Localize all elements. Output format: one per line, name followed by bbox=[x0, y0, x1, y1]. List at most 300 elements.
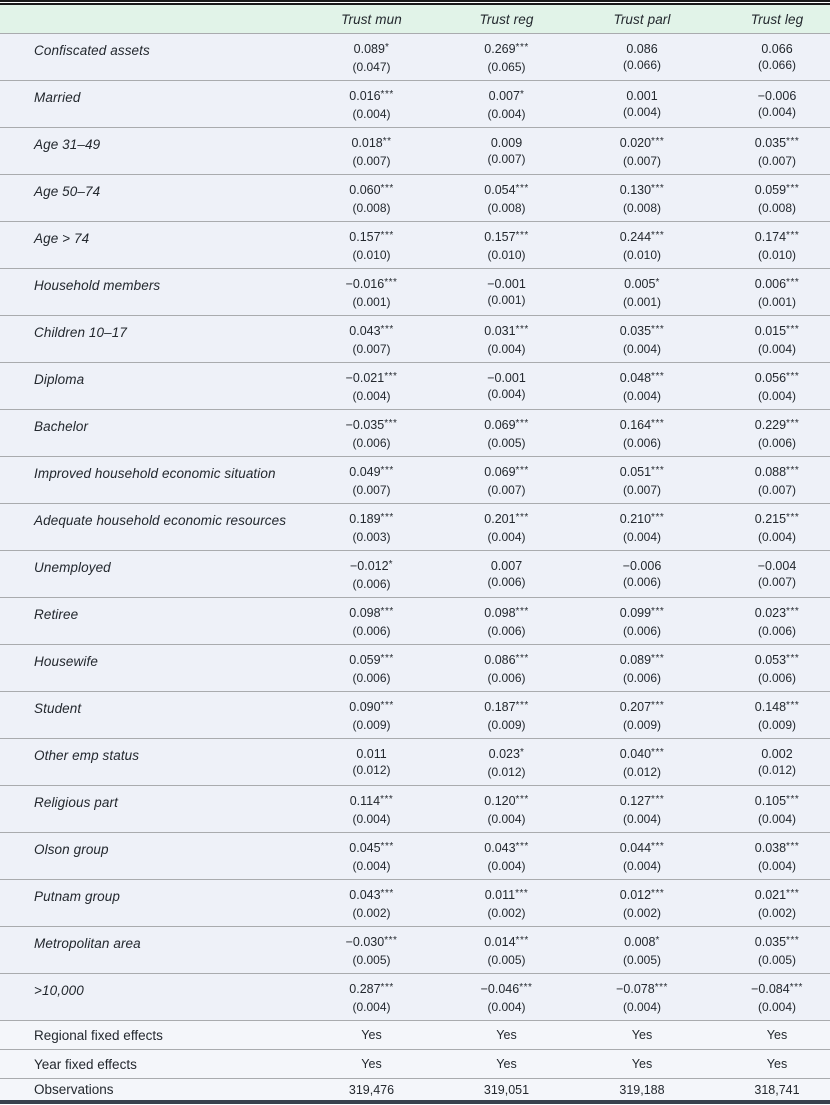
coefficient-value: 0.015*** bbox=[754, 324, 800, 338]
estimate-cell bbox=[710, 504, 830, 551]
standard-error: (0.001) bbox=[622, 295, 662, 309]
estimate-cell bbox=[439, 457, 574, 504]
footer-value: 319,476 bbox=[304, 1079, 439, 1101]
footer-label: Regional fixed effects bbox=[0, 1021, 304, 1050]
table-row bbox=[0, 504, 830, 551]
coefficient-value: −0.084*** bbox=[751, 982, 803, 996]
significance-stars: *** bbox=[786, 418, 800, 429]
estimate-cell bbox=[710, 880, 830, 927]
coefficient-value: −0.035*** bbox=[345, 418, 398, 432]
coefficient-value: 0.114*** bbox=[349, 794, 394, 808]
coefficient-value: 0.008* bbox=[624, 935, 660, 949]
coefficient-value: 0.066 bbox=[761, 42, 793, 56]
estimate-cell bbox=[574, 551, 710, 598]
standard-error: (0.047) bbox=[352, 60, 391, 74]
footer-label: Year fixed effects bbox=[0, 1050, 304, 1079]
significance-stars: *** bbox=[786, 794, 800, 805]
table-row bbox=[0, 692, 830, 739]
coefficient-value: 0.023* bbox=[488, 747, 525, 761]
coefficient-value: −0.078*** bbox=[616, 982, 668, 996]
significance-stars: *** bbox=[651, 512, 665, 523]
coefficient-value: 0.031*** bbox=[484, 324, 529, 338]
estimate-cell bbox=[439, 410, 574, 457]
estimate-cell bbox=[710, 598, 830, 645]
coefficient-value: 0.099*** bbox=[619, 606, 665, 620]
coefficient-value: 0.059*** bbox=[349, 653, 394, 667]
standard-error: (0.003) bbox=[352, 530, 391, 544]
estimate-cell bbox=[304, 645, 439, 692]
standard-error: (0.008) bbox=[487, 201, 526, 215]
footer-row bbox=[0, 1050, 830, 1079]
coefficient-value: −0.046*** bbox=[480, 982, 533, 996]
footer-value: Yes bbox=[304, 1021, 439, 1050]
standard-error: (0.004) bbox=[487, 530, 526, 544]
coefficient-value: −0.004 bbox=[757, 559, 797, 573]
standard-error: (0.004) bbox=[622, 859, 662, 873]
estimate-cell bbox=[304, 974, 439, 1021]
significance-stars: *** bbox=[651, 324, 665, 335]
significance-stars: *** bbox=[380, 700, 394, 711]
standard-error: (0.006) bbox=[487, 624, 526, 638]
coefficient-value: 0.001 bbox=[626, 89, 658, 103]
estimate-cell bbox=[439, 927, 574, 974]
coefficient-value: 0.035*** bbox=[754, 935, 800, 949]
standard-error: (0.004) bbox=[622, 342, 662, 356]
estimate-cell bbox=[439, 175, 574, 222]
footer-value: Yes bbox=[710, 1021, 830, 1050]
significance-stars: *** bbox=[384, 418, 398, 429]
table-row bbox=[0, 316, 830, 363]
estimate-cell bbox=[304, 927, 439, 974]
standard-error: (0.009) bbox=[487, 718, 526, 732]
coefficient-value: −0.021*** bbox=[345, 371, 398, 385]
coefficient-value: 0.007 bbox=[490, 559, 523, 573]
significance-stars: *** bbox=[380, 794, 394, 805]
significance-stars: *** bbox=[786, 230, 800, 241]
standard-error: (0.004) bbox=[757, 105, 797, 119]
standard-error: (0.010) bbox=[352, 248, 391, 262]
coefficient-value: 0.207*** bbox=[619, 700, 665, 714]
estimate-cell bbox=[439, 645, 574, 692]
row-label: Improved household economic situation bbox=[0, 457, 304, 504]
estimate-cell bbox=[574, 316, 710, 363]
row-label: Housewife bbox=[0, 645, 304, 692]
estimate-cell bbox=[304, 692, 439, 739]
estimate-cell bbox=[710, 363, 830, 410]
coefficient-value: 0.157*** bbox=[349, 230, 394, 244]
estimate-cell bbox=[574, 833, 710, 880]
standard-error: (0.004) bbox=[757, 530, 797, 544]
estimate-cell bbox=[710, 974, 830, 1021]
header-spacer bbox=[0, 5, 304, 34]
table-row bbox=[0, 222, 830, 269]
standard-error: (0.004) bbox=[352, 1000, 391, 1014]
footer-value: 318,741 bbox=[710, 1079, 830, 1101]
standard-error: (0.006) bbox=[622, 575, 662, 589]
footer-value: Yes bbox=[710, 1050, 830, 1079]
estimate-cell bbox=[710, 645, 830, 692]
estimate-cell bbox=[574, 927, 710, 974]
estimate-cell bbox=[710, 551, 830, 598]
estimate-cell bbox=[710, 222, 830, 269]
coefficient-value: −0.030*** bbox=[345, 935, 398, 949]
coefficient-value: 0.043*** bbox=[349, 324, 394, 338]
estimate-cell bbox=[304, 222, 439, 269]
estimate-cell bbox=[439, 551, 574, 598]
coefficient-value: 0.054*** bbox=[484, 183, 529, 197]
significance-stars: *** bbox=[651, 136, 665, 147]
standard-error: (0.012) bbox=[352, 763, 391, 777]
estimate-cell bbox=[574, 786, 710, 833]
standard-error: (0.007) bbox=[757, 154, 797, 168]
coefficient-value: 0.088*** bbox=[754, 465, 800, 479]
significance-stars: *** bbox=[786, 465, 800, 476]
table-row bbox=[0, 175, 830, 222]
coefficient-value: 0.002 bbox=[761, 747, 793, 761]
significance-stars: *** bbox=[786, 512, 800, 523]
significance-stars: *** bbox=[651, 888, 665, 899]
standard-error: (0.004) bbox=[622, 530, 662, 544]
significance-stars: *** bbox=[515, 935, 529, 946]
significance-stars: *** bbox=[515, 418, 529, 429]
coefficient-value: 0.148*** bbox=[754, 700, 800, 714]
estimate-cell bbox=[710, 410, 830, 457]
standard-error: (0.010) bbox=[757, 248, 797, 262]
table-row bbox=[0, 34, 830, 81]
standard-error: (0.005) bbox=[487, 953, 526, 967]
footer-value: Yes bbox=[574, 1050, 710, 1079]
estimate-cell bbox=[574, 175, 710, 222]
significance-stars: *** bbox=[786, 183, 800, 194]
standard-error: (0.006) bbox=[352, 671, 391, 685]
significance-stars: * bbox=[388, 559, 393, 570]
standard-error: (0.004) bbox=[487, 342, 526, 356]
estimate-cell bbox=[574, 974, 710, 1021]
estimate-cell bbox=[304, 786, 439, 833]
standard-error: (0.006) bbox=[757, 624, 797, 638]
significance-stars: *** bbox=[651, 371, 665, 382]
standard-error: (0.005) bbox=[622, 953, 662, 967]
standard-error: (0.004) bbox=[622, 105, 662, 119]
standard-error: (0.010) bbox=[487, 248, 526, 262]
standard-error: (0.012) bbox=[757, 763, 797, 777]
standard-error: (0.002) bbox=[352, 906, 391, 920]
significance-stars: *** bbox=[515, 841, 529, 852]
estimate-cell bbox=[710, 457, 830, 504]
coefficient-value: −0.006 bbox=[622, 559, 662, 573]
estimate-cell bbox=[710, 692, 830, 739]
coefficient-value: 0.244*** bbox=[619, 230, 665, 244]
standard-error: (0.007) bbox=[622, 483, 662, 497]
coefficient-value: −0.001 bbox=[487, 371, 526, 385]
row-label: Retiree bbox=[0, 598, 304, 645]
estimate-cell bbox=[574, 457, 710, 504]
standard-error: (0.007) bbox=[352, 154, 391, 168]
estimate-cell bbox=[304, 598, 439, 645]
standard-error: (0.006) bbox=[622, 671, 662, 685]
standard-error: (0.005) bbox=[487, 436, 526, 450]
estimate-cell bbox=[710, 316, 830, 363]
standard-error: (0.004) bbox=[757, 389, 797, 403]
table-row bbox=[0, 598, 830, 645]
standard-error: (0.008) bbox=[352, 201, 391, 215]
table-row bbox=[0, 410, 830, 457]
estimate-cell bbox=[439, 128, 574, 175]
standard-error: (0.004) bbox=[487, 812, 526, 826]
significance-stars: *** bbox=[789, 982, 803, 993]
table-row bbox=[0, 786, 830, 833]
row-label: >10,000 bbox=[0, 974, 304, 1021]
significance-stars: *** bbox=[515, 42, 529, 53]
coefficient-value: 0.120*** bbox=[484, 794, 529, 808]
standard-error: (0.009) bbox=[352, 718, 391, 732]
significance-stars: *** bbox=[651, 653, 665, 664]
coefficient-value: 0.090*** bbox=[349, 700, 394, 714]
standard-error: (0.007) bbox=[352, 483, 391, 497]
estimate-cell bbox=[574, 645, 710, 692]
coefficient-value: 0.020*** bbox=[619, 136, 665, 150]
estimate-cell bbox=[439, 222, 574, 269]
significance-stars: *** bbox=[515, 653, 529, 664]
estimate-cell bbox=[574, 598, 710, 645]
standard-error: (0.005) bbox=[757, 953, 797, 967]
significance-stars: *** bbox=[786, 700, 800, 711]
coefficient-value: 0.044*** bbox=[619, 841, 665, 855]
significance-stars: *** bbox=[515, 888, 529, 899]
coefficient-value: 0.164*** bbox=[619, 418, 665, 432]
footer-value: 319,188 bbox=[574, 1079, 710, 1101]
coefficient-value: −0.016*** bbox=[345, 277, 398, 291]
significance-stars: *** bbox=[786, 841, 800, 852]
coefficient-value: 0.035*** bbox=[619, 324, 665, 338]
coefficient-value: 0.009 bbox=[490, 136, 523, 150]
coefficient-value: 0.016*** bbox=[349, 89, 394, 103]
standard-error: (0.004) bbox=[487, 859, 526, 873]
standard-error: (0.007) bbox=[487, 483, 526, 497]
significance-stars: *** bbox=[786, 935, 800, 946]
coefficient-value: 0.012*** bbox=[619, 888, 665, 902]
row-label: Unemployed bbox=[0, 551, 304, 598]
standard-error: (0.007) bbox=[757, 483, 797, 497]
significance-stars: * bbox=[519, 89, 525, 100]
standard-error: (0.006) bbox=[352, 624, 391, 638]
significance-stars: *** bbox=[515, 324, 529, 335]
significance-stars: *** bbox=[651, 841, 665, 852]
significance-stars: *** bbox=[651, 794, 665, 805]
coefficient-value: 0.210*** bbox=[619, 512, 665, 526]
row-label: Other emp status bbox=[0, 739, 304, 786]
row-label: Olson group bbox=[0, 833, 304, 880]
standard-error: (0.001) bbox=[757, 295, 797, 309]
significance-stars: *** bbox=[786, 324, 800, 335]
significance-stars: *** bbox=[380, 982, 394, 993]
standard-error: (0.006) bbox=[487, 575, 526, 589]
coefficient-value: 0.187*** bbox=[484, 700, 529, 714]
significance-stars: *** bbox=[651, 230, 665, 241]
estimate-cell bbox=[710, 927, 830, 974]
standard-error: (0.006) bbox=[352, 436, 391, 450]
estimate-cell bbox=[304, 316, 439, 363]
standard-error: (0.004) bbox=[352, 107, 391, 121]
estimate-cell bbox=[439, 692, 574, 739]
estimate-cell bbox=[710, 175, 830, 222]
table-row bbox=[0, 128, 830, 175]
standard-error: (0.004) bbox=[757, 342, 797, 356]
coefficient-value: 0.157*** bbox=[484, 230, 529, 244]
estimate-cell bbox=[710, 81, 830, 128]
table-row bbox=[0, 269, 830, 316]
header-row bbox=[0, 5, 830, 34]
estimate-cell bbox=[710, 128, 830, 175]
column-header: Trust mun bbox=[304, 5, 439, 34]
standard-error: (0.006) bbox=[622, 436, 662, 450]
regression-table bbox=[0, 5, 830, 1100]
footer-value: Yes bbox=[304, 1050, 439, 1079]
table-row bbox=[0, 363, 830, 410]
standard-error: (0.007) bbox=[352, 342, 391, 356]
standard-error: (0.004) bbox=[622, 389, 662, 403]
estimate-cell bbox=[304, 504, 439, 551]
footer-label: Observations bbox=[0, 1079, 304, 1101]
coefficient-value: 0.049*** bbox=[349, 465, 394, 479]
estimate-cell bbox=[439, 34, 574, 81]
footer-value: 319,051 bbox=[439, 1079, 574, 1101]
coefficient-value: 0.035*** bbox=[754, 136, 800, 150]
significance-stars: *** bbox=[380, 512, 394, 523]
coefficient-value: 0.215*** bbox=[754, 512, 800, 526]
coefficient-value: 0.127*** bbox=[619, 794, 665, 808]
standard-error: (0.009) bbox=[757, 718, 797, 732]
standard-error: (0.004) bbox=[487, 387, 526, 401]
significance-stars: *** bbox=[786, 606, 800, 617]
coefficient-value: 0.021*** bbox=[754, 888, 800, 902]
significance-stars: *** bbox=[651, 606, 665, 617]
coefficient-value: 0.018** bbox=[351, 136, 392, 150]
estimate-cell bbox=[710, 739, 830, 786]
table-body bbox=[0, 34, 830, 1101]
standard-error: (0.004) bbox=[622, 1000, 662, 1014]
estimate-cell bbox=[574, 739, 710, 786]
estimate-cell bbox=[304, 175, 439, 222]
coefficient-value: 0.269*** bbox=[484, 42, 529, 56]
coefficient-value: 0.038*** bbox=[754, 841, 800, 855]
estimate-cell bbox=[439, 363, 574, 410]
significance-stars: *** bbox=[515, 230, 529, 241]
coefficient-value: 0.011*** bbox=[484, 888, 529, 902]
estimate-cell bbox=[710, 786, 830, 833]
estimate-cell bbox=[439, 598, 574, 645]
standard-error: (0.004) bbox=[757, 859, 797, 873]
significance-stars: * bbox=[384, 42, 390, 53]
estimate-cell bbox=[574, 81, 710, 128]
standard-error: (0.004) bbox=[487, 1000, 526, 1014]
coefficient-value: 0.056*** bbox=[754, 371, 800, 385]
column-header: Trust parl bbox=[574, 5, 710, 34]
estimate-cell bbox=[574, 692, 710, 739]
standard-error: (0.007) bbox=[757, 575, 797, 589]
significance-stars: *** bbox=[380, 606, 394, 617]
significance-stars: *** bbox=[384, 935, 398, 946]
significance-stars: *** bbox=[786, 136, 800, 147]
estimate-cell bbox=[304, 739, 439, 786]
footer-row bbox=[0, 1079, 830, 1101]
coefficient-value: 0.051*** bbox=[619, 465, 665, 479]
coefficient-value: 0.086 bbox=[626, 42, 658, 56]
coefficient-value: 0.130*** bbox=[619, 183, 665, 197]
coefficient-value: 0.053*** bbox=[754, 653, 800, 667]
table-row bbox=[0, 551, 830, 598]
estimate-cell bbox=[710, 833, 830, 880]
coefficient-value: 0.006*** bbox=[754, 277, 800, 291]
significance-stars: *** bbox=[786, 277, 800, 288]
coefficient-value: 0.005* bbox=[624, 277, 660, 291]
coefficient-value: 0.045*** bbox=[349, 841, 394, 855]
table-row bbox=[0, 974, 830, 1021]
table-row bbox=[0, 833, 830, 880]
row-label: Adequate household economic resources bbox=[0, 504, 304, 551]
column-header: Trust leg bbox=[710, 5, 830, 34]
significance-stars: *** bbox=[651, 418, 665, 429]
coefficient-value: 0.011 bbox=[356, 747, 387, 761]
estimate-cell bbox=[439, 316, 574, 363]
significance-stars: *** bbox=[380, 653, 394, 664]
standard-error: (0.066) bbox=[622, 58, 662, 72]
standard-error: (0.008) bbox=[622, 201, 662, 215]
significance-stars: *** bbox=[380, 324, 394, 335]
significance-stars: *** bbox=[380, 841, 394, 852]
row-label: Children 10–17 bbox=[0, 316, 304, 363]
coefficient-value: 0.089*** bbox=[619, 653, 665, 667]
standard-error: (0.002) bbox=[487, 906, 526, 920]
coefficient-value: 0.105*** bbox=[754, 794, 800, 808]
standard-error: (0.004) bbox=[352, 859, 391, 873]
significance-stars: *** bbox=[651, 700, 665, 711]
estimate-cell bbox=[304, 128, 439, 175]
coefficient-value: 0.043*** bbox=[484, 841, 529, 855]
row-label: Age > 74 bbox=[0, 222, 304, 269]
row-label: Confiscated assets bbox=[0, 34, 304, 81]
table-row bbox=[0, 739, 830, 786]
standard-error: (0.004) bbox=[622, 812, 662, 826]
significance-stars: *** bbox=[515, 794, 529, 805]
estimate-cell bbox=[304, 880, 439, 927]
standard-error: (0.006) bbox=[487, 671, 526, 685]
significance-stars: * bbox=[519, 747, 525, 758]
estimate-cell bbox=[710, 269, 830, 316]
coefficient-value: 0.089* bbox=[353, 42, 390, 56]
footer-value: Yes bbox=[439, 1021, 574, 1050]
significance-stars: * bbox=[655, 935, 660, 946]
standard-error: (0.010) bbox=[622, 248, 662, 262]
significance-stars: *** bbox=[654, 982, 668, 993]
footer-value: Yes bbox=[574, 1021, 710, 1050]
estimate-cell bbox=[574, 34, 710, 81]
row-label: Metropolitan area bbox=[0, 927, 304, 974]
coefficient-value: 0.174*** bbox=[754, 230, 800, 244]
coefficient-value: 0.189*** bbox=[349, 512, 394, 526]
significance-stars: *** bbox=[380, 183, 394, 194]
coefficient-value: 0.059*** bbox=[754, 183, 800, 197]
estimate-cell bbox=[304, 551, 439, 598]
significance-stars: *** bbox=[515, 183, 529, 194]
standard-error: (0.006) bbox=[352, 577, 391, 591]
estimate-cell bbox=[439, 81, 574, 128]
standard-error: (0.065) bbox=[487, 60, 526, 74]
standard-error: (0.006) bbox=[622, 624, 662, 638]
estimate-cell bbox=[304, 81, 439, 128]
coefficient-value: −0.012* bbox=[350, 559, 393, 573]
significance-stars: *** bbox=[651, 183, 665, 194]
